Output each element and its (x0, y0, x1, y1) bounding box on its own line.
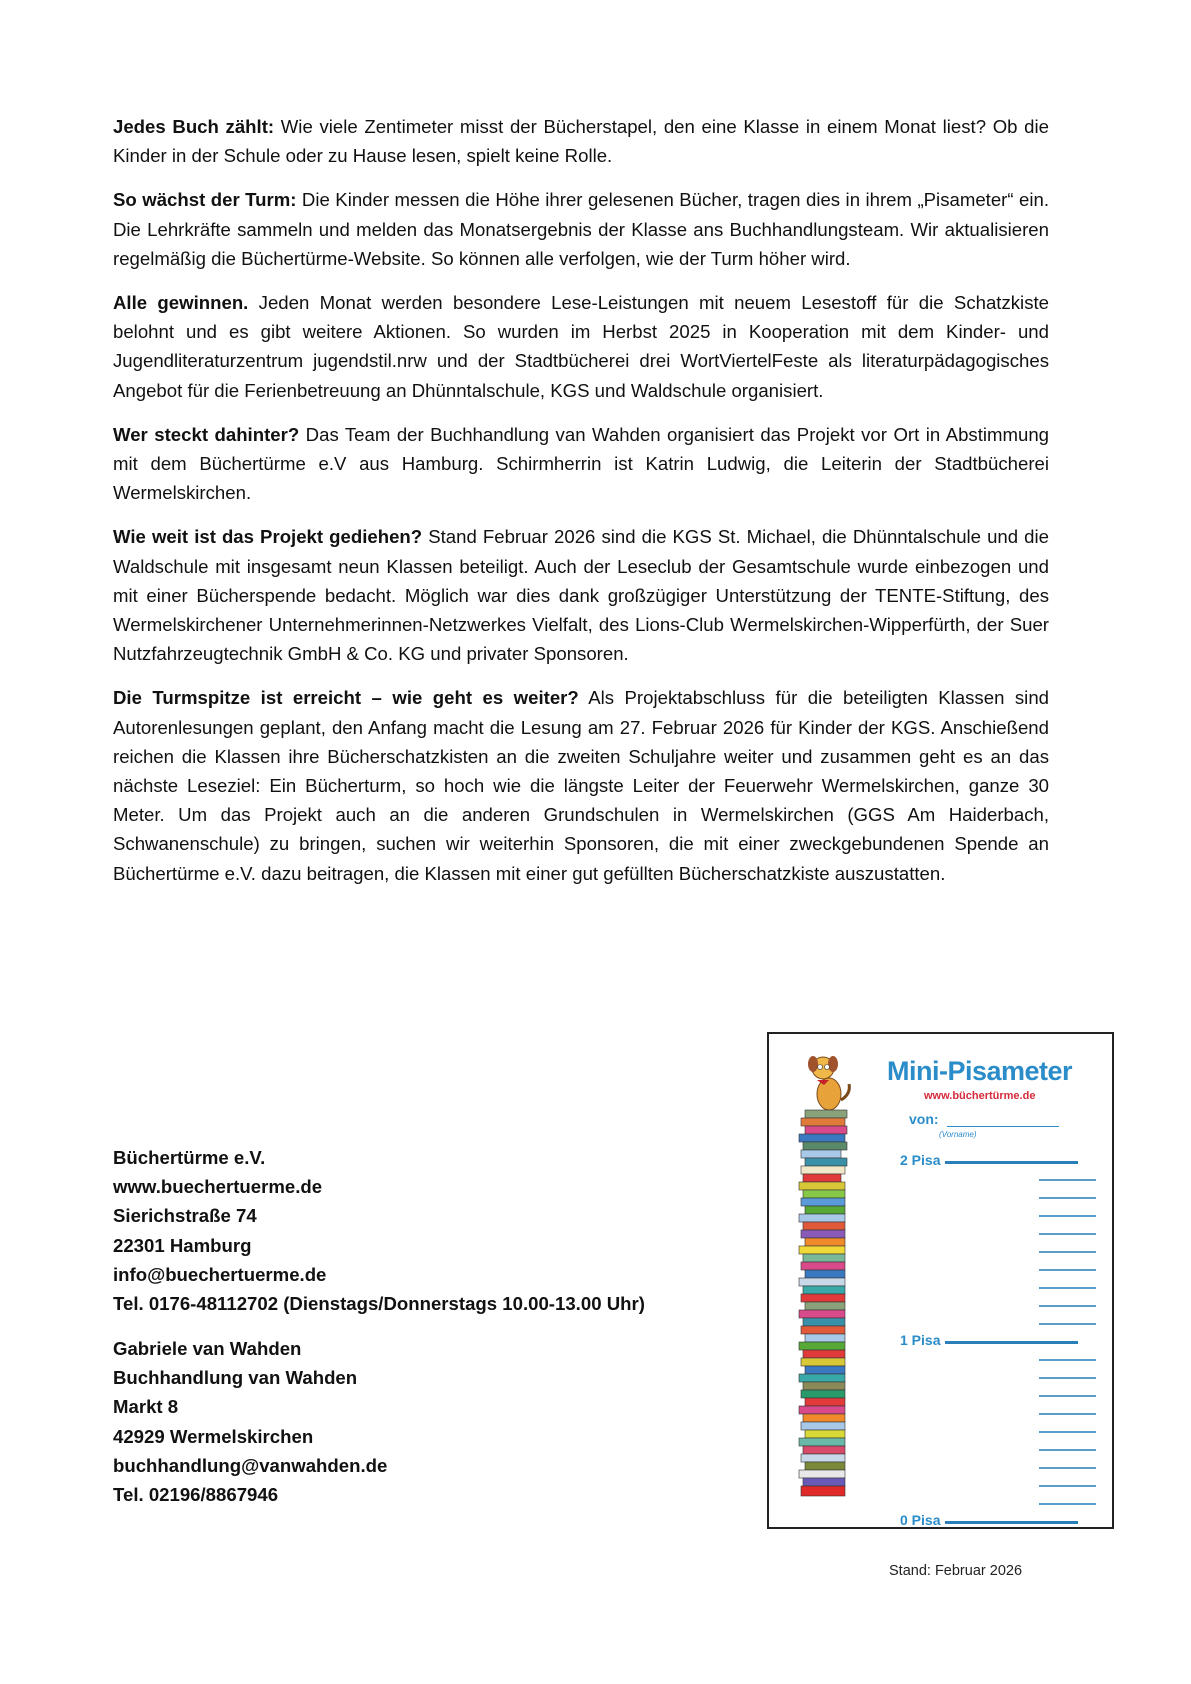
pisameter-von-label: von: (909, 1111, 939, 1127)
stand-date: Stand: Februar 2026 (889, 1563, 1023, 1579)
contact-block-buchhandlung (113, 1334, 387, 1509)
paragraph-text: Die Kinder messen die Höhe ihrer gelesenen Bücher, tragen dies in ihrem „Pisameter“ ein. Die Lehrkräfte sammeln und melden das Monatsergebnis der Klasse ans Buchhandlungsteam. Wir aktualisieren regelmäßig die Büchertürme-Website. So können alle verfolgen, wie der Turm höher wird. (113, 189, 1049, 269)
level-label-1: 1 Pisa (900, 1332, 941, 1348)
tick-line (1039, 1287, 1096, 1289)
pisameter-title: Mini-Pisameter (887, 1056, 1073, 1086)
paragraph-alle-gewinnen (113, 288, 1049, 405)
tick-line (1039, 1179, 1096, 1181)
tick-line (1039, 1323, 1096, 1325)
street-address: Markt 8 (113, 1396, 179, 1418)
paragraph-heading: Wer steckt dahinter? (113, 423, 300, 445)
paragraph-turmspitze (113, 683, 1049, 887)
tick-line (1039, 1269, 1096, 1271)
paragraph-text: Wie viele Zentimeter misst der Bücherstapel, den eine Klasse in einem Monat liest? Ob die Kinder in der Schule oder zu Hause lesen, spielt keine Rolle. (113, 116, 1049, 167)
tick-line (1039, 1467, 1096, 1469)
paragraph-so-waechst (113, 185, 1049, 273)
shop-name: Buchhandlung van Wahden (113, 1367, 358, 1389)
article-body (113, 112, 1049, 903)
paragraph-heading: Die Turmspitze ist erreicht – wie geht es weiter? (113, 687, 579, 709)
paragraph-wie-weit (113, 522, 1049, 668)
paragraph-jedes-buch (113, 112, 1049, 170)
org-name: Büchertürme e.V. (113, 1147, 266, 1168)
email-link[interactable]: buchhandlung@vanwahden.de (113, 1454, 388, 1476)
tick-line (1039, 1413, 1096, 1415)
paragraph-text: Das Team der Buchhandlung van Wahden organisiert das Projekt vor Ort in Abstimmung mit dem Büchertürme e.V aus Hamburg. Schirmherrin ist Katrin Ludwig, die Leiterin der Stadtbücherei Wermelskirchen. (113, 423, 1050, 504)
tick-line (1039, 1431, 1096, 1433)
level-label-0: 0 Pisa (900, 1512, 941, 1528)
level-label-2: 2 Pisa (900, 1152, 941, 1168)
tick-line (1039, 1359, 1096, 1361)
website-link[interactable]: www.buechertuerme.de (113, 1176, 323, 1198)
tick-line (1039, 1449, 1096, 1451)
vorname-hint: (Vorname) (939, 1130, 977, 1139)
tick-line (1039, 1503, 1096, 1505)
tick-line (1039, 1485, 1096, 1487)
level-line-2 (945, 1161, 1078, 1164)
name-line (947, 1126, 1059, 1127)
tick-line (1039, 1233, 1096, 1235)
city-address: 22301 Hamburg (113, 1234, 252, 1256)
pisameter-url: www.büchertürme.de (924, 1090, 1036, 1102)
paragraph-heading: So wächst der Turm: (113, 189, 297, 211)
paragraph-heading: Alle gewinnen. (113, 292, 249, 314)
tick-line (1039, 1305, 1096, 1307)
email-link[interactable]: info@buechertuerme.de (113, 1263, 327, 1285)
mini-pisameter-image (767, 1032, 1114, 1529)
city-address: 42929 Wermelskirchen (113, 1425, 314, 1447)
level-line-0 (945, 1521, 1078, 1524)
tick-line (1039, 1395, 1096, 1397)
phone-number: Tel. 0176-48112702 (Dienstags/Donnerstags 10.00-13.00 Uhr) (113, 1293, 645, 1315)
tick-line (1039, 1251, 1096, 1253)
paragraph-heading: Jedes Buch zählt: (113, 116, 275, 137)
street-address: Sierichstraße 74 (113, 1205, 257, 1227)
contact-block-buechertuerme (113, 1143, 645, 1318)
tick-line (1039, 1197, 1096, 1199)
paragraph-text: Jeden Monat werden besondere Lese-Leistungen mit neuem Lesestoff für die Schatzkiste belohnt und es gibt weitere Aktionen. So wurden im Herbst 2025 in Kooperation mit dem Kinder- und Jugendliteraturzentrum jugendstil.nrw und der Stadtbücherei drei WortViertelFeste als literaturpädagogisches Angebot für die Ferienbetreuung an Dhünntalschule, KGS und Waldschule organisiert. (113, 292, 1049, 401)
phone-number: Tel. 02196/8867946 (113, 1484, 279, 1506)
paragraph-text: Als Projektabschluss für die beteiligten Klassen sind Autorenlesungen geplant, den Anfang macht die Lesung am 27. Februar 2026 für Kinder der KGS. Anschießend reichen die Klassen ihre Bücherschatzkisten an die zweiten Schuljahre weiter und zusammen geht es an das nächste Leseziel: Ein Bücherturm, so hoch wie die längste Leiter der Feuerwehr Wermelskirchen, ganze 30 Meter. Um das Projekt auch an die anderen Grundschulen in Wermelskirchen (GGS Am Haiderbach, Schwanenschule) zu bringen, suchen wir weiterhin Sponsoren, die mit einer zweckgebundenen Spende an Büchertürme e.V. dazu beitragen, die Klassen mit einer gut gefüllten Bücherschatzkiste auszustatten. (113, 687, 1049, 884)
book-tower-with-dog-icon (791, 1054, 861, 1514)
tick-line (1039, 1215, 1096, 1217)
tick-line (1039, 1377, 1096, 1379)
contact-person: Gabriele van Wahden (113, 1338, 302, 1359)
level-line-1 (945, 1341, 1078, 1344)
paragraph-text: Stand Februar 2026 sind die KGS St. Michael, die Dhünntalschule und die Waldschule mit insgesamt neun Klassen beteiligt. Auch der Leseclub der Gesamtschule wurde einbezogen und mit einer Bücherspende bedacht. Möglich war dies dank großzügiger Unterstützung der TENTE-Stiftung, des Wermelskirchener Unternehmerinnen-Netzwerkes Vielfalt, des Lions-Club Wermelskirchen-Wipperfürth, der Suer Nutzfahrzeugtechnik GmbH & Co. KG und privater Sponsoren. (113, 526, 1049, 665)
paragraph-heading: Wie weit ist das Projekt gediehen? (113, 526, 423, 548)
paragraph-wer-steckt (113, 420, 1049, 508)
